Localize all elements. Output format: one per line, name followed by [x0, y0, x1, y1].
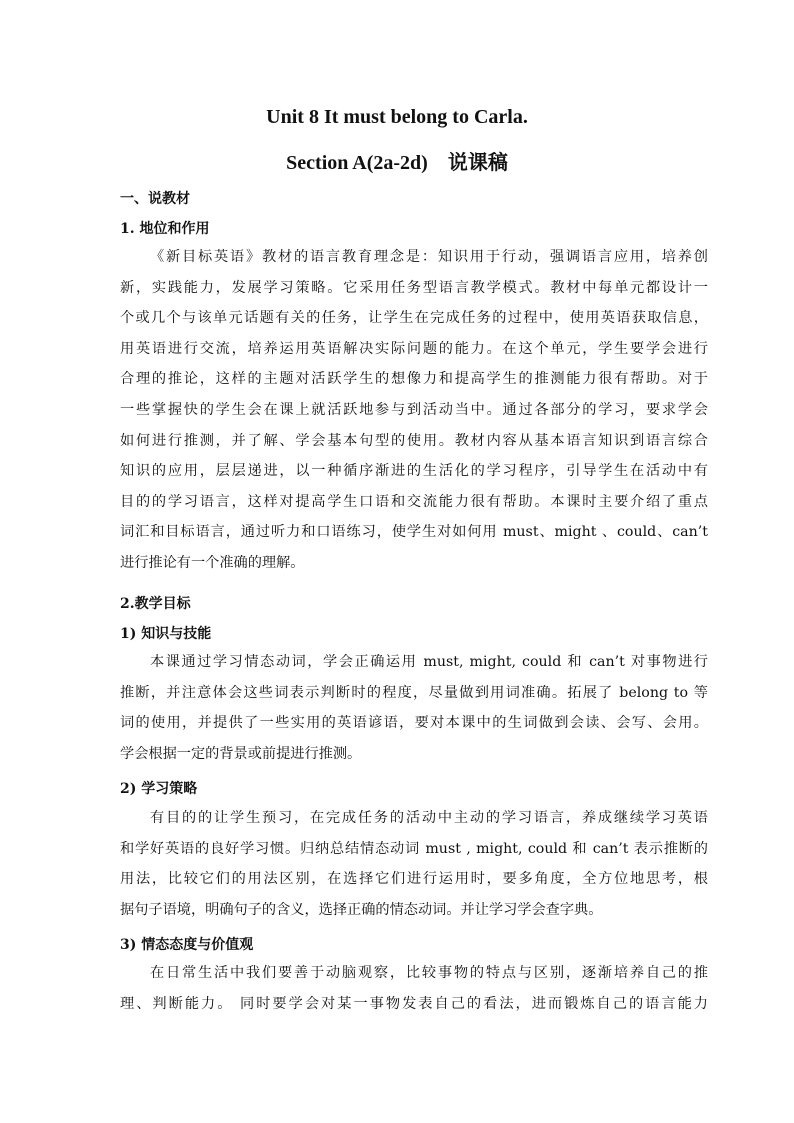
- paragraph-line: 如何进行推测，并了解、学会基本句型的使用。教材内容从基本语言知识到语言综合: [120, 432, 708, 449]
- paragraph-line: 据句子语境，明确句子的含义，选择正确的情态动词。并让学习学会查字典。: [120, 901, 603, 918]
- paragraph-line: 词的使用，并提供了一些实用的英语谚语，要对本课中的生词做到会读、会写、会用。: [120, 715, 708, 732]
- paragraph-strategy: [120, 803, 708, 925]
- paragraph-line: 推断，并注意体会这些词表示判断时的程度，尽量做到用词准确。拓展了 belong to 等: [120, 684, 708, 701]
- paragraph-line: 目的的学习语言，这样对提高学生口语和交流能力很有帮助。本课时主要介绍了重点: [120, 493, 708, 510]
- subsection-heading-attitude: 3) 情态态度与价值观: [120, 937, 254, 953]
- paragraph-line: 进行推论有一个准确的理解。: [120, 554, 305, 571]
- paragraph-line: 本课通过学习情态动词，学会正确运用 must, might, could 和 can’t 对事物进行: [150, 654, 708, 670]
- subsection-heading-knowledge: 1) 知识与技能: [120, 626, 212, 642]
- paragraph-line: 《新目标英语》教材的语言教育理念是：知识用于行动，强调语言应用，培养创: [150, 249, 708, 265]
- document-subtitle: Section A(2a-2d) 说课稿: [286, 152, 508, 174]
- paragraph-line: 在日常生活中我们要善于动脑观察，比较事物的特点与区别，逐渐培养自己的推: [150, 965, 708, 981]
- paragraph-role: [120, 242, 708, 579]
- paragraph-attitude: [120, 958, 708, 1019]
- paragraph-line: 新，实践能力，发展学习策略。它采用任务型语言教学模式。教材中每单元都设计一: [120, 279, 708, 296]
- subsection-heading-role: 1. 地位和作用: [120, 221, 210, 237]
- paragraph-line: 用法，比较它们的用法区别，在选择它们进行运用时，要多角度，全方位地思考，根: [120, 871, 708, 888]
- paragraph-line: 词汇和目标语言，通过听力和口语练习，使学生对如何用 must、might 、could、can’t: [120, 524, 708, 541]
- paragraph-knowledge: [120, 647, 708, 769]
- paragraph-line: 用英语进行交流，培养运用英语解决实际问题的能力。在这个单元，学生要学会进行: [120, 340, 708, 357]
- paragraph-line: 学会根据一定的背景或前提进行推测。: [120, 745, 362, 762]
- paragraph-line: 和学好英语的良好学习惯。归纳总结情态动词 must , might, could 和 can’t 表示推断的: [120, 840, 708, 857]
- document-title: Unit 8 It must belong to Carla.: [266, 106, 528, 128]
- paragraph-line: 知识的应用，层层递进，以一种循序渐进的生活化的学习程序，引导学生在活动中有: [120, 463, 708, 480]
- paragraph-line: 个或几个与该单元话题有关的任务，让学生在完成任务的过程中，使用英语获取信息，: [120, 310, 708, 327]
- section-heading-textbook: 一、说教材: [120, 191, 190, 207]
- paragraph-line: 合理的推论，这样的主题对活跃学生的想像力和提高学生的推测能力很有帮助。对于: [120, 371, 708, 388]
- paragraph-line: 理、判断能力。 同时要学会对某一事物发表自己的看法，进而锻炼自己的语言能力: [120, 995, 708, 1012]
- paragraph-line: 一些掌握快的学生会在课上就活跃地参与到活动当中。通过各部分的学习，要求学会: [120, 401, 708, 418]
- subsection-heading-strategy: 2) 学习策略: [120, 781, 198, 797]
- paragraph-line: 有目的的让学生预习，在完成任务的活动中主动的学习语言，养成继续学习英语: [150, 810, 708, 826]
- section-heading-goals: 2.教学目标: [120, 596, 191, 612]
